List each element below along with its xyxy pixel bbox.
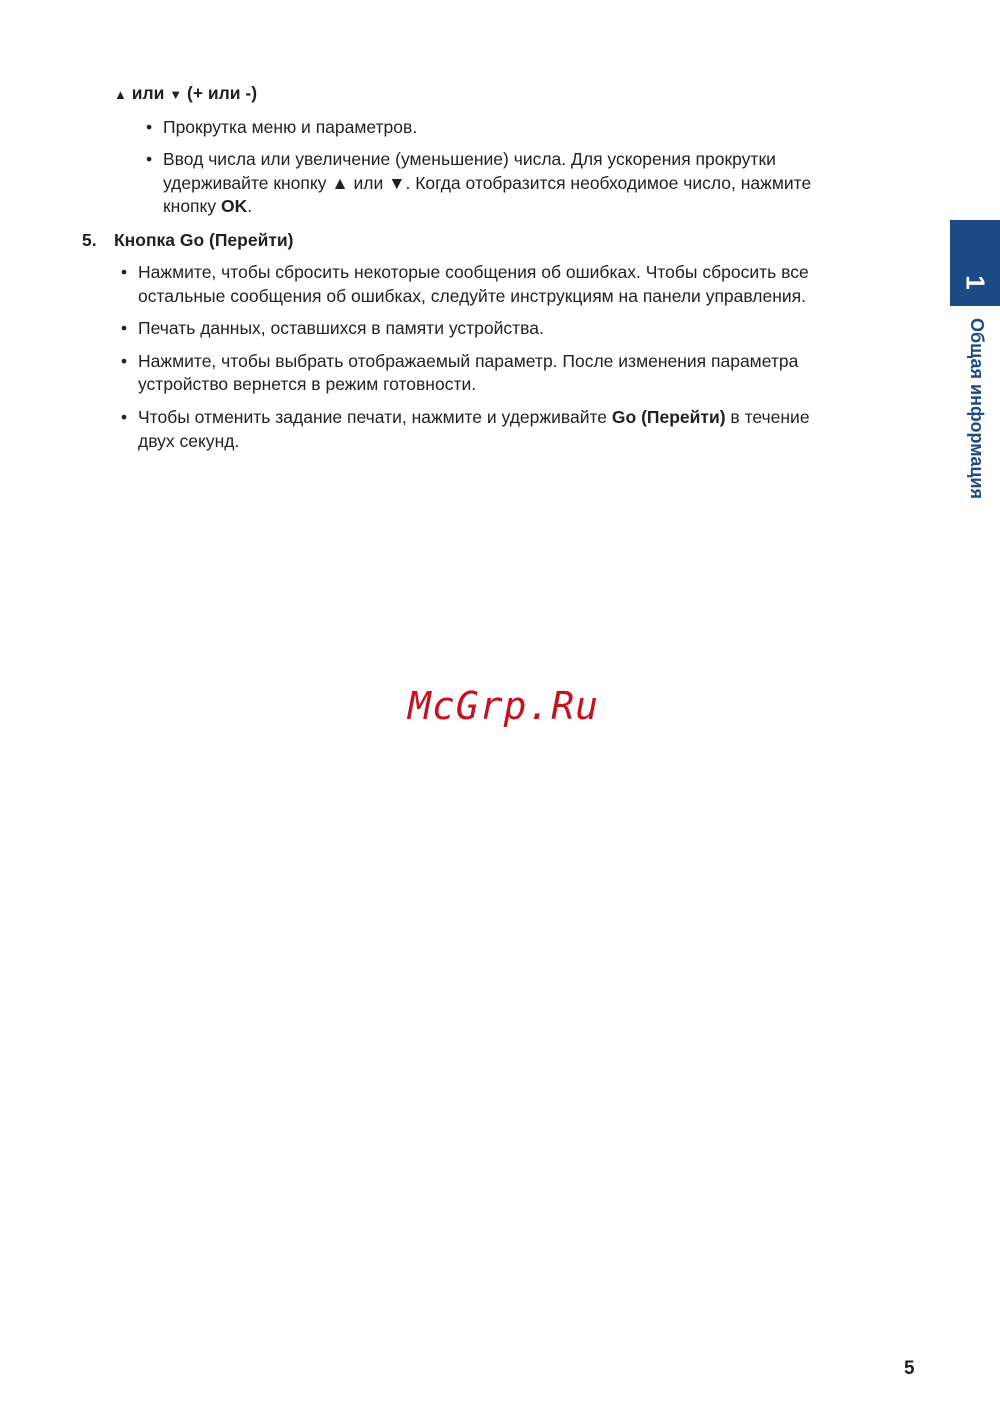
up-arrow-icon: ▲ <box>114 87 127 102</box>
go-bullet-4-line1 <box>138 406 810 430</box>
section-5-title: Кнопка Go (Перейти) <box>114 230 294 250</box>
go-bullet-3-line1: Нажмите, чтобы выбрать отображаемый параметр. После изменения параметра <box>138 351 799 371</box>
go-bullet-4-line1-pre: Чтобы отменить задание печати, нажмите и удерживайте <box>138 407 612 427</box>
arrows-heading-or: или <box>131 83 165 103</box>
go-bullet-4-line1-post: в течение <box>725 407 810 427</box>
go-bullet-3-line2: устройство вернется в режим готовности. <box>138 374 477 394</box>
arrow-bullet-2-line3 <box>163 195 252 219</box>
arrow-bullet-2-line3-pre: кнопку <box>163 196 221 216</box>
arrow-bullet-2-line1: Ввод числа или увеличение (уменьшение) числа. Для ускорения прокрутки <box>163 149 776 169</box>
go-button-label: Go (Перейти) <box>611 407 726 427</box>
arrow-bullet-1-line1: Прокрутка меню и параметров. <box>163 117 418 137</box>
bullet-mark: • <box>146 117 153 137</box>
go-bullet-1-line2: остальные сообщения об ошибках, следуйте инструкциям на панели управления. <box>138 286 806 306</box>
arrow-bullet-2-line2: удерживайте кнопку ▲ или ▼. Когда отобразится необходимое число, нажмите <box>163 173 812 193</box>
bullet-mark: • <box>121 351 128 371</box>
bullet-mark: • <box>121 318 128 338</box>
arrows-heading <box>114 82 257 107</box>
go-bullet-4-line2: двух секунд. <box>138 431 240 451</box>
go-bullet-1-line1: Нажмите, чтобы сбросить некоторые сообщения об ошибках. Чтобы сбросить все <box>138 262 809 282</box>
arrow-bullet-2-line3-post: . <box>247 196 253 216</box>
chapter-number <box>950 220 1000 306</box>
watermark: McGrp.Ru <box>408 684 600 728</box>
down-arrow-icon: ▼ <box>169 87 183 102</box>
bullet-mark: • <box>146 149 153 169</box>
go-bullet-2-line1: Печать данных, оставшихся в памяти устройства. <box>138 318 544 338</box>
page-number: 5 <box>904 1358 915 1379</box>
section-5-number: 5. <box>82 230 97 250</box>
chapter-number-text: 1 <box>960 275 991 290</box>
ok-key-label: OK <box>221 196 248 216</box>
chapter-title: Общая информация <box>967 318 987 499</box>
arrows-heading-tail: (+ или -) <box>187 83 258 103</box>
bullet-mark: • <box>121 262 128 282</box>
bullet-mark: • <box>121 407 128 427</box>
